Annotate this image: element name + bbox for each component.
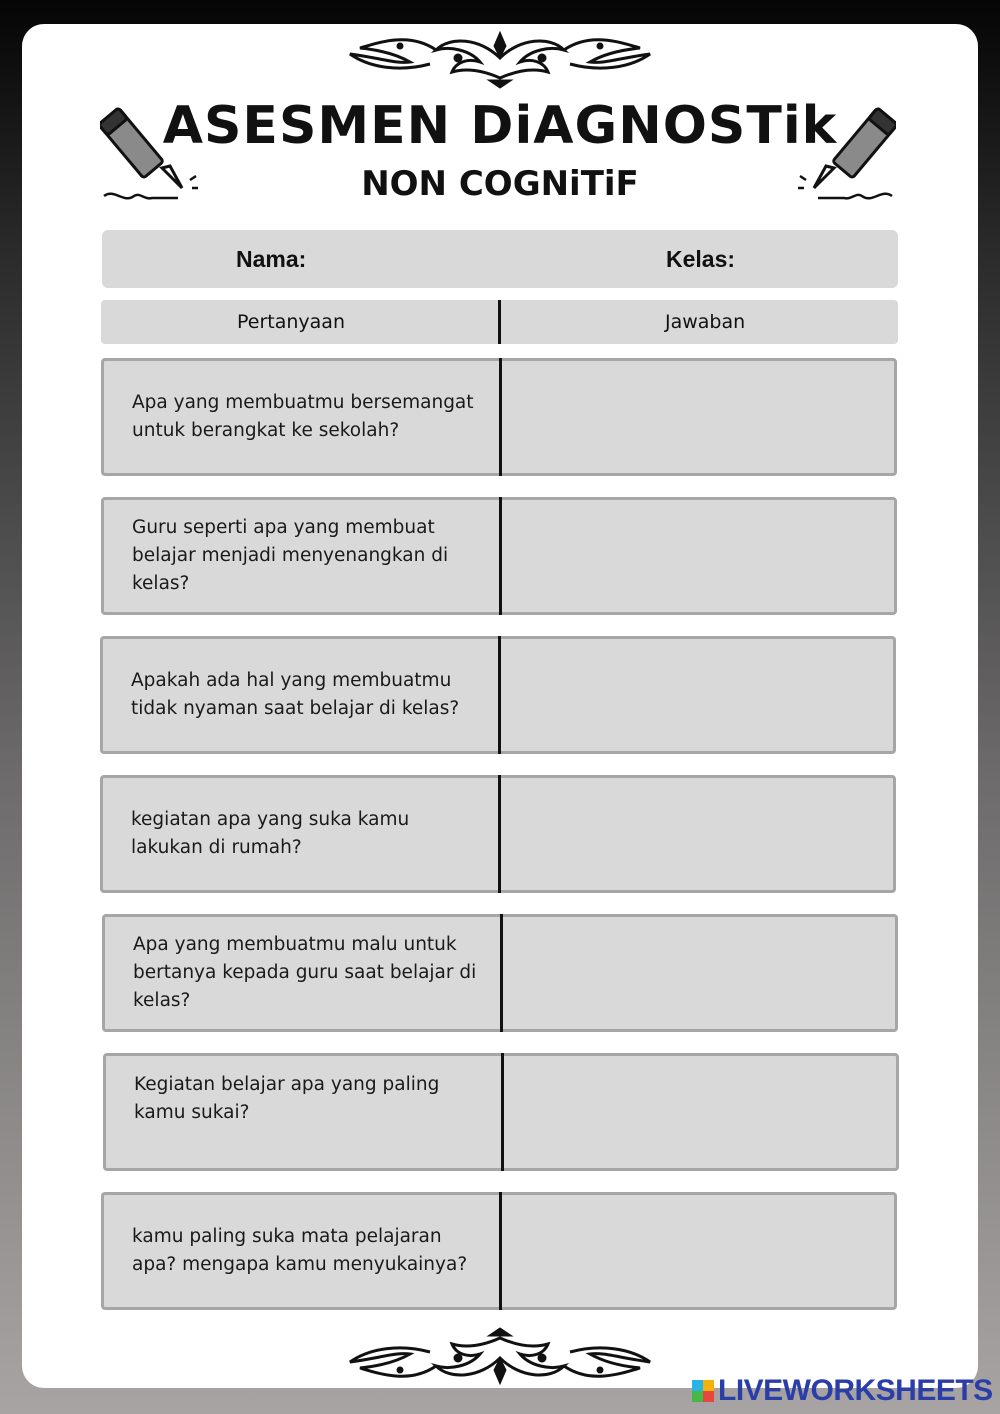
class-label: Kelas: <box>666 246 736 272</box>
question-text: Kegiatan belajar apa yang paling kamu sukai? <box>134 1074 440 1123</box>
top-flourish-icon <box>0 28 1000 90</box>
liveworksheets-brand[interactable] <box>692 1372 993 1410</box>
row-divider <box>498 636 501 754</box>
answer-field-1[interactable] <box>504 361 894 473</box>
question-row-2 <box>101 497 897 615</box>
answer-field-2[interactable] <box>504 500 894 612</box>
row-divider <box>499 497 502 615</box>
question-row-3 <box>100 636 896 754</box>
question-text: Apa yang membuatmu bersemangat untuk berangkat ke sekolah? <box>132 392 474 441</box>
row-divider <box>501 1053 504 1171</box>
column-divider <box>498 300 501 344</box>
question-text: Apa yang membuatmu malu untuk bertanya kepada guru saat belajar di kelas? <box>133 934 477 1011</box>
row-divider <box>499 1192 502 1310</box>
brand-text: LIVEWORKSHEETS <box>718 1374 993 1407</box>
question-text: kamu paling suka mata pelajaran apa? mengapa kamu menyukainya? <box>132 1226 468 1275</box>
row-divider <box>499 358 502 476</box>
answer-column-header: Jawaban <box>665 311 746 333</box>
question-row-5 <box>102 914 898 1032</box>
answer-field-4[interactable] <box>503 778 893 890</box>
page-subtitle: NON COGNiTiF <box>361 164 639 204</box>
answer-field-6[interactable] <box>506 1056 896 1168</box>
student-info-bar <box>102 230 898 288</box>
question-row-6 <box>103 1053 899 1171</box>
answer-field-5[interactable] <box>505 917 895 1029</box>
question-row-4 <box>100 775 896 893</box>
question-row-7 <box>101 1192 897 1310</box>
answer-field-7[interactable] <box>504 1195 894 1307</box>
table-header <box>101 300 898 344</box>
question-column-header: Pertanyaan <box>237 311 345 333</box>
page-title: ASESMEN DiAGNOSTik <box>162 96 838 156</box>
row-divider <box>498 775 501 893</box>
question-row-1 <box>101 358 897 476</box>
name-label: Nama: <box>236 246 307 272</box>
question-text: Apakah ada hal yang membuatmu tidak nyaman saat belajar di kelas? <box>131 670 460 719</box>
answer-field-3[interactable] <box>503 639 893 751</box>
liveworksheets-logo-icon <box>692 1380 714 1402</box>
question-text: kegiatan apa yang suka kamu lakukan di rumah? <box>131 809 410 858</box>
question-text: Guru seperti apa yang membuat belajar menjadi menyenangkan di kelas? <box>132 517 449 594</box>
row-divider <box>500 914 503 1032</box>
